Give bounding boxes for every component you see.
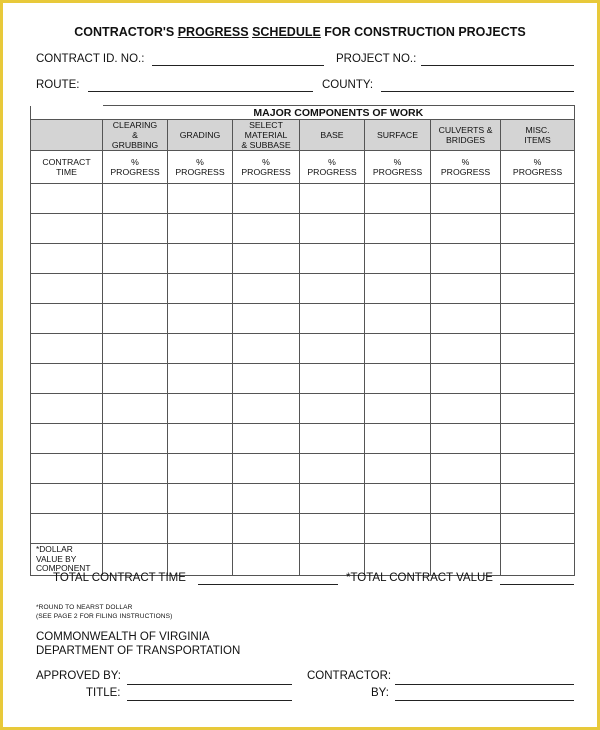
table-cell[interactable] <box>31 394 103 424</box>
subheader-row <box>31 151 575 184</box>
table-cell[interactable] <box>300 484 365 514</box>
table-cell[interactable] <box>233 274 300 304</box>
table-cell[interactable] <box>300 424 365 454</box>
table-cell[interactable] <box>300 244 365 274</box>
table-cell[interactable] <box>103 394 168 424</box>
table-cell[interactable] <box>365 484 431 514</box>
table-cell[interactable] <box>431 424 501 454</box>
table-cell[interactable] <box>31 304 103 334</box>
table-cell[interactable] <box>300 334 365 364</box>
table-cell[interactable] <box>233 244 300 274</box>
table-cell[interactable] <box>168 334 233 364</box>
table-cell[interactable] <box>103 514 168 544</box>
dollar-value-cell[interactable] <box>431 544 501 576</box>
table-cell[interactable] <box>31 214 103 244</box>
project-no-field[interactable] <box>421 65 574 66</box>
table-row <box>31 514 575 544</box>
percent-progress-cell: % PROGRESS <box>103 151 168 184</box>
county-label: COUNTY: <box>322 79 374 91</box>
table-cell[interactable] <box>501 214 575 244</box>
approved-by-label: APPROVED BY: <box>36 670 122 682</box>
table-row <box>31 424 575 454</box>
table-cell[interactable] <box>501 394 575 424</box>
table-cell[interactable] <box>501 424 575 454</box>
col-clearing-grubbing: CLEARING & GRUBBING <box>103 120 168 151</box>
percent-progress-cell: % PROGRESS <box>233 151 300 184</box>
table-cell[interactable] <box>365 334 431 364</box>
table-cell[interactable] <box>31 244 103 274</box>
dollar-value-cell[interactable] <box>103 544 168 576</box>
col-grading: GRADING <box>168 120 233 151</box>
table-cell[interactable] <box>431 334 501 364</box>
table-cell[interactable] <box>233 424 300 454</box>
blank-header-cell <box>31 120 103 151</box>
col-culverts-bridges: CULVERTS & BRIDGES <box>431 120 501 151</box>
table-cell[interactable] <box>431 364 501 394</box>
table-cell[interactable] <box>300 214 365 244</box>
org-department: DEPARTMENT OF TRANSPORTATION <box>36 645 241 657</box>
table-cell[interactable] <box>431 184 501 214</box>
table-cell[interactable] <box>365 424 431 454</box>
table-cell[interactable] <box>168 244 233 274</box>
table-cell[interactable] <box>365 214 431 244</box>
table-cell[interactable] <box>365 454 431 484</box>
percent-progress-cell: % PROGRESS <box>300 151 365 184</box>
table-cell[interactable] <box>31 364 103 394</box>
filing-instructions-note: (SEE PAGE 2 FOR FILING INSTRUCTIONS) <box>36 613 173 620</box>
table-cell[interactable] <box>168 394 233 424</box>
table-cell[interactable] <box>431 214 501 244</box>
table-cell[interactable] <box>233 454 300 484</box>
table-cell[interactable] <box>168 424 233 454</box>
column-header-row <box>31 120 575 151</box>
table-cell[interactable] <box>300 274 365 304</box>
table-cell[interactable] <box>233 214 300 244</box>
table-cell[interactable] <box>31 334 103 364</box>
table-cell[interactable] <box>233 364 300 394</box>
total-contract-value-field[interactable] <box>500 584 574 585</box>
table-cell[interactable] <box>365 514 431 544</box>
table-cell[interactable] <box>300 454 365 484</box>
table-cell[interactable] <box>168 454 233 484</box>
table-cell[interactable] <box>103 244 168 274</box>
table-cell[interactable] <box>365 364 431 394</box>
table-cell[interactable] <box>233 394 300 424</box>
title-label: TITLE: <box>86 687 121 699</box>
table-cell[interactable] <box>233 184 300 214</box>
table-row <box>31 214 575 244</box>
table-row <box>31 364 575 394</box>
contract-id-field[interactable] <box>152 65 324 66</box>
table-cell[interactable] <box>300 364 365 394</box>
table-cell[interactable] <box>31 274 103 304</box>
table-cell[interactable] <box>431 244 501 274</box>
table-cell[interactable] <box>103 184 168 214</box>
col-base: BASE <box>300 120 365 151</box>
percent-progress-cell: % PROGRESS <box>365 151 431 184</box>
table-cell[interactable] <box>365 184 431 214</box>
percent-progress-cell: % PROGRESS <box>168 151 233 184</box>
org-name: COMMONWEALTH OF VIRGINIA <box>36 631 210 643</box>
table-cell[interactable] <box>300 514 365 544</box>
table-cell[interactable] <box>365 304 431 334</box>
total-contract-time-label: TOTAL CONTRACT TIME <box>53 572 186 584</box>
table-cell[interactable] <box>168 184 233 214</box>
table-row <box>31 274 575 304</box>
col-misc-items: MISC. ITEMS <box>501 120 575 151</box>
by-field[interactable] <box>395 700 574 701</box>
route-label: ROUTE: <box>36 79 80 91</box>
dollar-value-cell[interactable] <box>300 544 365 576</box>
table-cell[interactable] <box>103 484 168 514</box>
table-cell[interactable] <box>365 274 431 304</box>
table-cell[interactable] <box>31 484 103 514</box>
dollar-value-cell[interactable] <box>168 544 233 576</box>
table-cell[interactable] <box>431 484 501 514</box>
table-cell[interactable] <box>103 454 168 484</box>
dollar-value-row <box>31 544 575 576</box>
table-cell[interactable] <box>233 514 300 544</box>
progress-schedule-table <box>30 105 575 576</box>
approved-by-field[interactable] <box>127 684 292 685</box>
percent-progress-cell: % PROGRESS <box>501 151 575 184</box>
table-row <box>31 244 575 274</box>
round-note: *ROUND TO NEARST DOLLAR <box>36 604 133 611</box>
table-cell[interactable] <box>501 364 575 394</box>
contractor-label: CONTRACTOR: <box>307 670 392 682</box>
table-cell[interactable] <box>31 454 103 484</box>
table-cell[interactable] <box>103 214 168 244</box>
table-cell[interactable] <box>300 304 365 334</box>
table-cell[interactable] <box>431 274 501 304</box>
table-cell[interactable] <box>501 304 575 334</box>
dollar-value-cell[interactable] <box>365 544 431 576</box>
table-cell[interactable] <box>300 184 365 214</box>
table-row <box>31 184 575 214</box>
table-row <box>31 394 575 424</box>
table-cell[interactable] <box>501 454 575 484</box>
table-cell[interactable] <box>501 334 575 364</box>
major-components-header: MAJOR COMPONENTS OF WORK <box>103 106 575 120</box>
table-cell[interactable] <box>103 334 168 364</box>
by-label: BY: <box>371 687 389 699</box>
table-cell[interactable] <box>501 244 575 274</box>
table-cell[interactable] <box>431 514 501 544</box>
percent-progress-cell: % PROGRESS <box>431 151 501 184</box>
table-cell[interactable] <box>431 454 501 484</box>
table-cell[interactable] <box>31 184 103 214</box>
total-contract-time-field[interactable] <box>198 584 338 585</box>
table-cell[interactable] <box>103 364 168 394</box>
table-cell[interactable] <box>168 214 233 244</box>
table-cell[interactable] <box>501 274 575 304</box>
table-cell[interactable] <box>103 424 168 454</box>
table-row <box>31 304 575 334</box>
table-cell[interactable] <box>233 484 300 514</box>
table-cell[interactable] <box>501 514 575 544</box>
table-cell[interactable] <box>501 484 575 514</box>
table-cell[interactable] <box>431 394 501 424</box>
table-cell[interactable] <box>365 394 431 424</box>
dollar-value-cell[interactable] <box>501 544 575 576</box>
contract-time-header: CONTRACT TIME <box>31 151 103 184</box>
contract-id-label: CONTRACT ID. NO.: <box>36 53 145 65</box>
table-cell[interactable] <box>103 274 168 304</box>
table-cell[interactable] <box>31 514 103 544</box>
table-row <box>31 454 575 484</box>
table-cell[interactable] <box>300 394 365 424</box>
route-field[interactable] <box>88 91 313 92</box>
county-field[interactable] <box>381 91 574 92</box>
form-title: CONTRACTOR'S PROGRESS SCHEDULE FOR CONSTRUCTION PROJECTS <box>74 25 526 39</box>
col-surface: SURFACE <box>365 120 431 151</box>
table-row <box>31 334 575 364</box>
table-cell[interactable] <box>168 274 233 304</box>
table-cell[interactable] <box>501 184 575 214</box>
table-cell[interactable] <box>103 304 168 334</box>
table-cell[interactable] <box>233 334 300 364</box>
title-field[interactable] <box>127 700 292 701</box>
table-cell[interactable] <box>31 424 103 454</box>
dollar-value-label: *DOLLAR VALUE BY COMPONENT <box>31 544 103 576</box>
contractor-field[interactable] <box>395 684 574 685</box>
table-cell[interactable] <box>431 304 501 334</box>
dollar-value-cell[interactable] <box>233 544 300 576</box>
table-row <box>31 484 575 514</box>
table-cell[interactable] <box>168 304 233 334</box>
table-cell[interactable] <box>168 514 233 544</box>
col-select-material-subbase: SELECT MATERIAL & SUBBASE <box>233 120 300 151</box>
total-contract-value-label: *TOTAL CONTRACT VALUE <box>346 572 493 584</box>
table-cell[interactable] <box>233 304 300 334</box>
project-no-label: PROJECT NO.: <box>336 53 417 65</box>
table-cell[interactable] <box>365 244 431 274</box>
table-cell[interactable] <box>168 364 233 394</box>
table-cell[interactable] <box>168 484 233 514</box>
